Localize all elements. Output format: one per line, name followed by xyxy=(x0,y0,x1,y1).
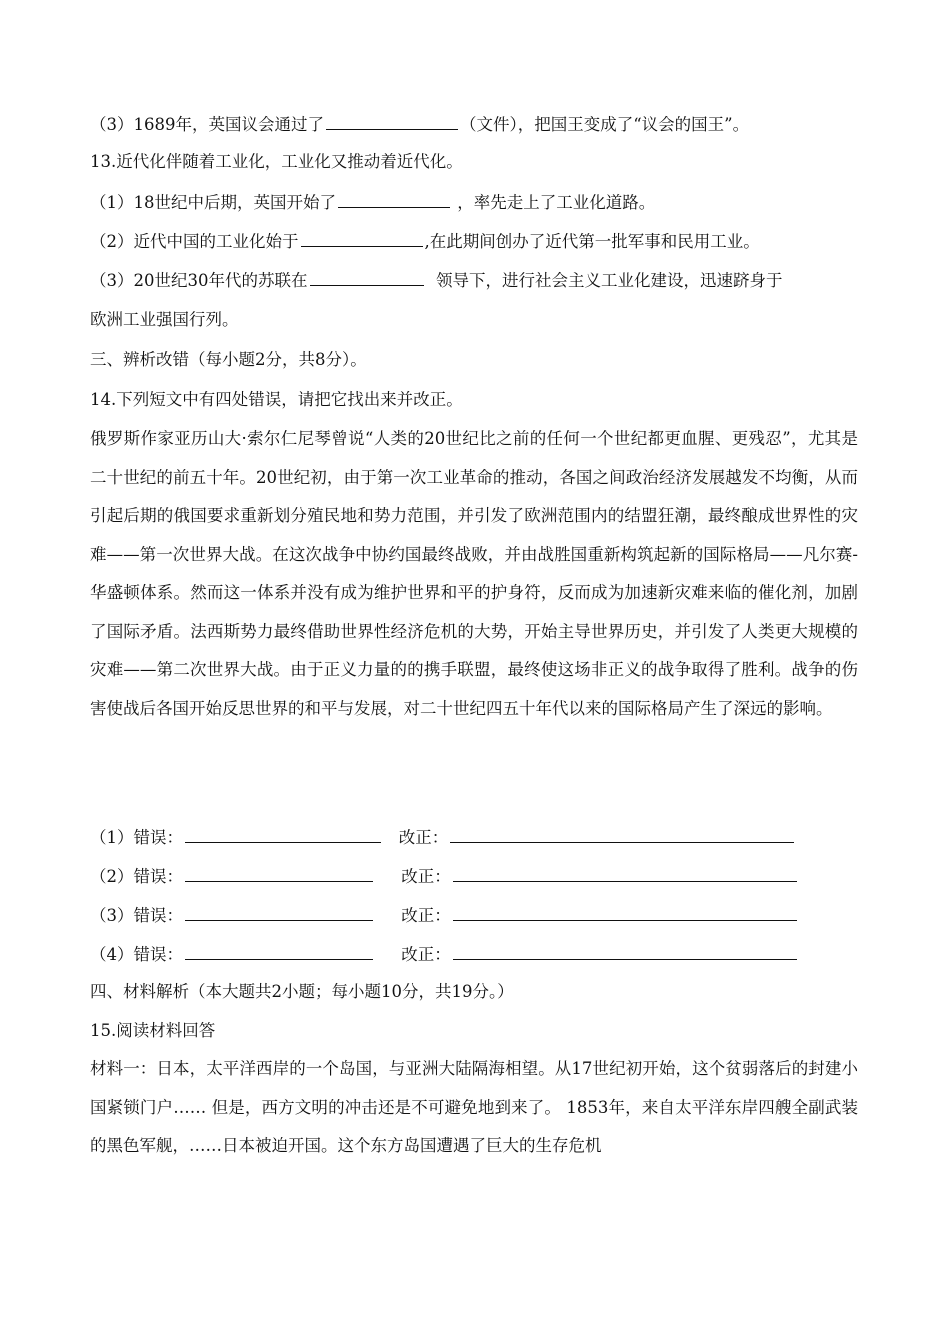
error-blank[interactable] xyxy=(185,904,373,921)
q14-passage: 俄罗斯作家亚历山大·索尔仁尼琴曾说“人类的20世纪比之前的任何一个世纪都更血腥、更残忍”，尤其是二十世纪的前五十年。20世纪初，由于第一次工业革命的推动，各国之间政治经济发展越发不均衡，从而引起后期的俄国要求重新划分殖民地和势力范围，并引发了欧洲范围内的结盟狂潮，最终酿成世界性的灾难——第一次世界大战。在这次战争中协约国最终战败，并由战胜国重新构筑起新的国际格局——凡尔赛-华盛顿体系。然而这一体系并没有成为维护世界和平的护身符，反而成为加速新灾难来临的催化剂，加剧了国际矛盾。法西斯势力最终借助世界性经济危机的大势，开始主导世界历史，并引发了人类更大规模的灾难——第二次世界大战。由于正义力量的的携手联盟，最终使这场非正义的战争取得了胜利。战争的伤害使战后各国开始反思世界的和平与发展，对二十世纪四五十年代以来的国际格局产生了深远的影响。 xyxy=(90,429,858,718)
q13-part2-suffix: ,在此期间创办了近代第一批军事和民用工业。 xyxy=(424,232,760,251)
q12-part3-blank[interactable] xyxy=(326,113,458,130)
q14-stem: 14.下列短文中有四处错误，请把它找出来并改正。 xyxy=(90,390,463,409)
q13-part1-prefix: （1）18世纪中后期，英国开始了 xyxy=(90,193,336,212)
q12-part3-prefix: （3）1689年，英国议会通过了 xyxy=(90,115,324,134)
answer-label: （2）错误： xyxy=(90,867,183,886)
fix-blank[interactable] xyxy=(453,904,797,921)
q13-part2-prefix: （2）近代中国的工业化始于 xyxy=(90,232,299,251)
q14-answer-row xyxy=(90,943,799,965)
q14-answer-row xyxy=(90,904,799,926)
q14-answer-row xyxy=(90,826,796,848)
q13-part1 xyxy=(90,191,655,213)
q13-part3 xyxy=(90,269,783,291)
answer-label: （4）错误： xyxy=(90,945,183,964)
q12-part3 xyxy=(90,113,749,135)
fix-blank[interactable] xyxy=(450,826,794,843)
q13-part3-blank[interactable] xyxy=(310,269,424,286)
fix-label: 改正： xyxy=(401,906,451,925)
q13-part3-suffix: 领导下，进行社会主义工业化建设，迅速跻身于 xyxy=(436,271,783,290)
fix-blank[interactable] xyxy=(453,865,797,882)
section3-heading: 三、辨析改错（每小题2分，共8分）。 xyxy=(90,350,367,369)
q13-part1-blank[interactable] xyxy=(338,191,450,208)
q13-stem: 13.近代化伴随着工业化，工业化又推动着近代化。 xyxy=(90,152,463,171)
q13-part2-blank[interactable] xyxy=(301,230,423,247)
error-blank[interactable] xyxy=(185,826,381,843)
q13-part3-prefix: （3）20世纪30年代的苏联在 xyxy=(90,271,308,290)
fix-blank[interactable] xyxy=(453,943,797,960)
q14-answer-row xyxy=(90,865,799,887)
error-blank[interactable] xyxy=(185,865,373,882)
q13-part2 xyxy=(90,230,760,252)
fix-label: 改正： xyxy=(401,867,451,886)
q13-part1-suffix: ，率先走上了工业化道路。 xyxy=(457,193,656,212)
q13-part3-continued: 欧洲工业强国行列。 xyxy=(90,310,239,329)
fix-label: 改正： xyxy=(401,945,451,964)
error-blank[interactable] xyxy=(185,943,373,960)
fix-label: 改正： xyxy=(398,828,449,847)
q15-material1: 材料一：日本，太平洋西岸的一个岛国，与亚洲大陆隔海相望。从17世纪初开始，这个贫弱落后的封建小国紧锁门户…… 但是，西方文明的冲击还是不可避免地到来了。 1853年，来自太平洋东岸四艘全副武装的黑色军舰，……日本被迫开国。这个东方岛国遭遇了巨大的生存危机 xyxy=(90,1059,858,1155)
answer-label: （1）错误： xyxy=(90,828,183,847)
section4-heading: 四、材料解析（本大题共2小题；每小题10分，共19分。） xyxy=(90,982,514,1001)
q12-part3-suffix: （文件），把国王变成了“议会的国王”。 xyxy=(460,115,750,134)
q15-stem: 15.阅读材料回答 xyxy=(90,1021,216,1040)
answer-label: （3）错误： xyxy=(90,906,183,925)
